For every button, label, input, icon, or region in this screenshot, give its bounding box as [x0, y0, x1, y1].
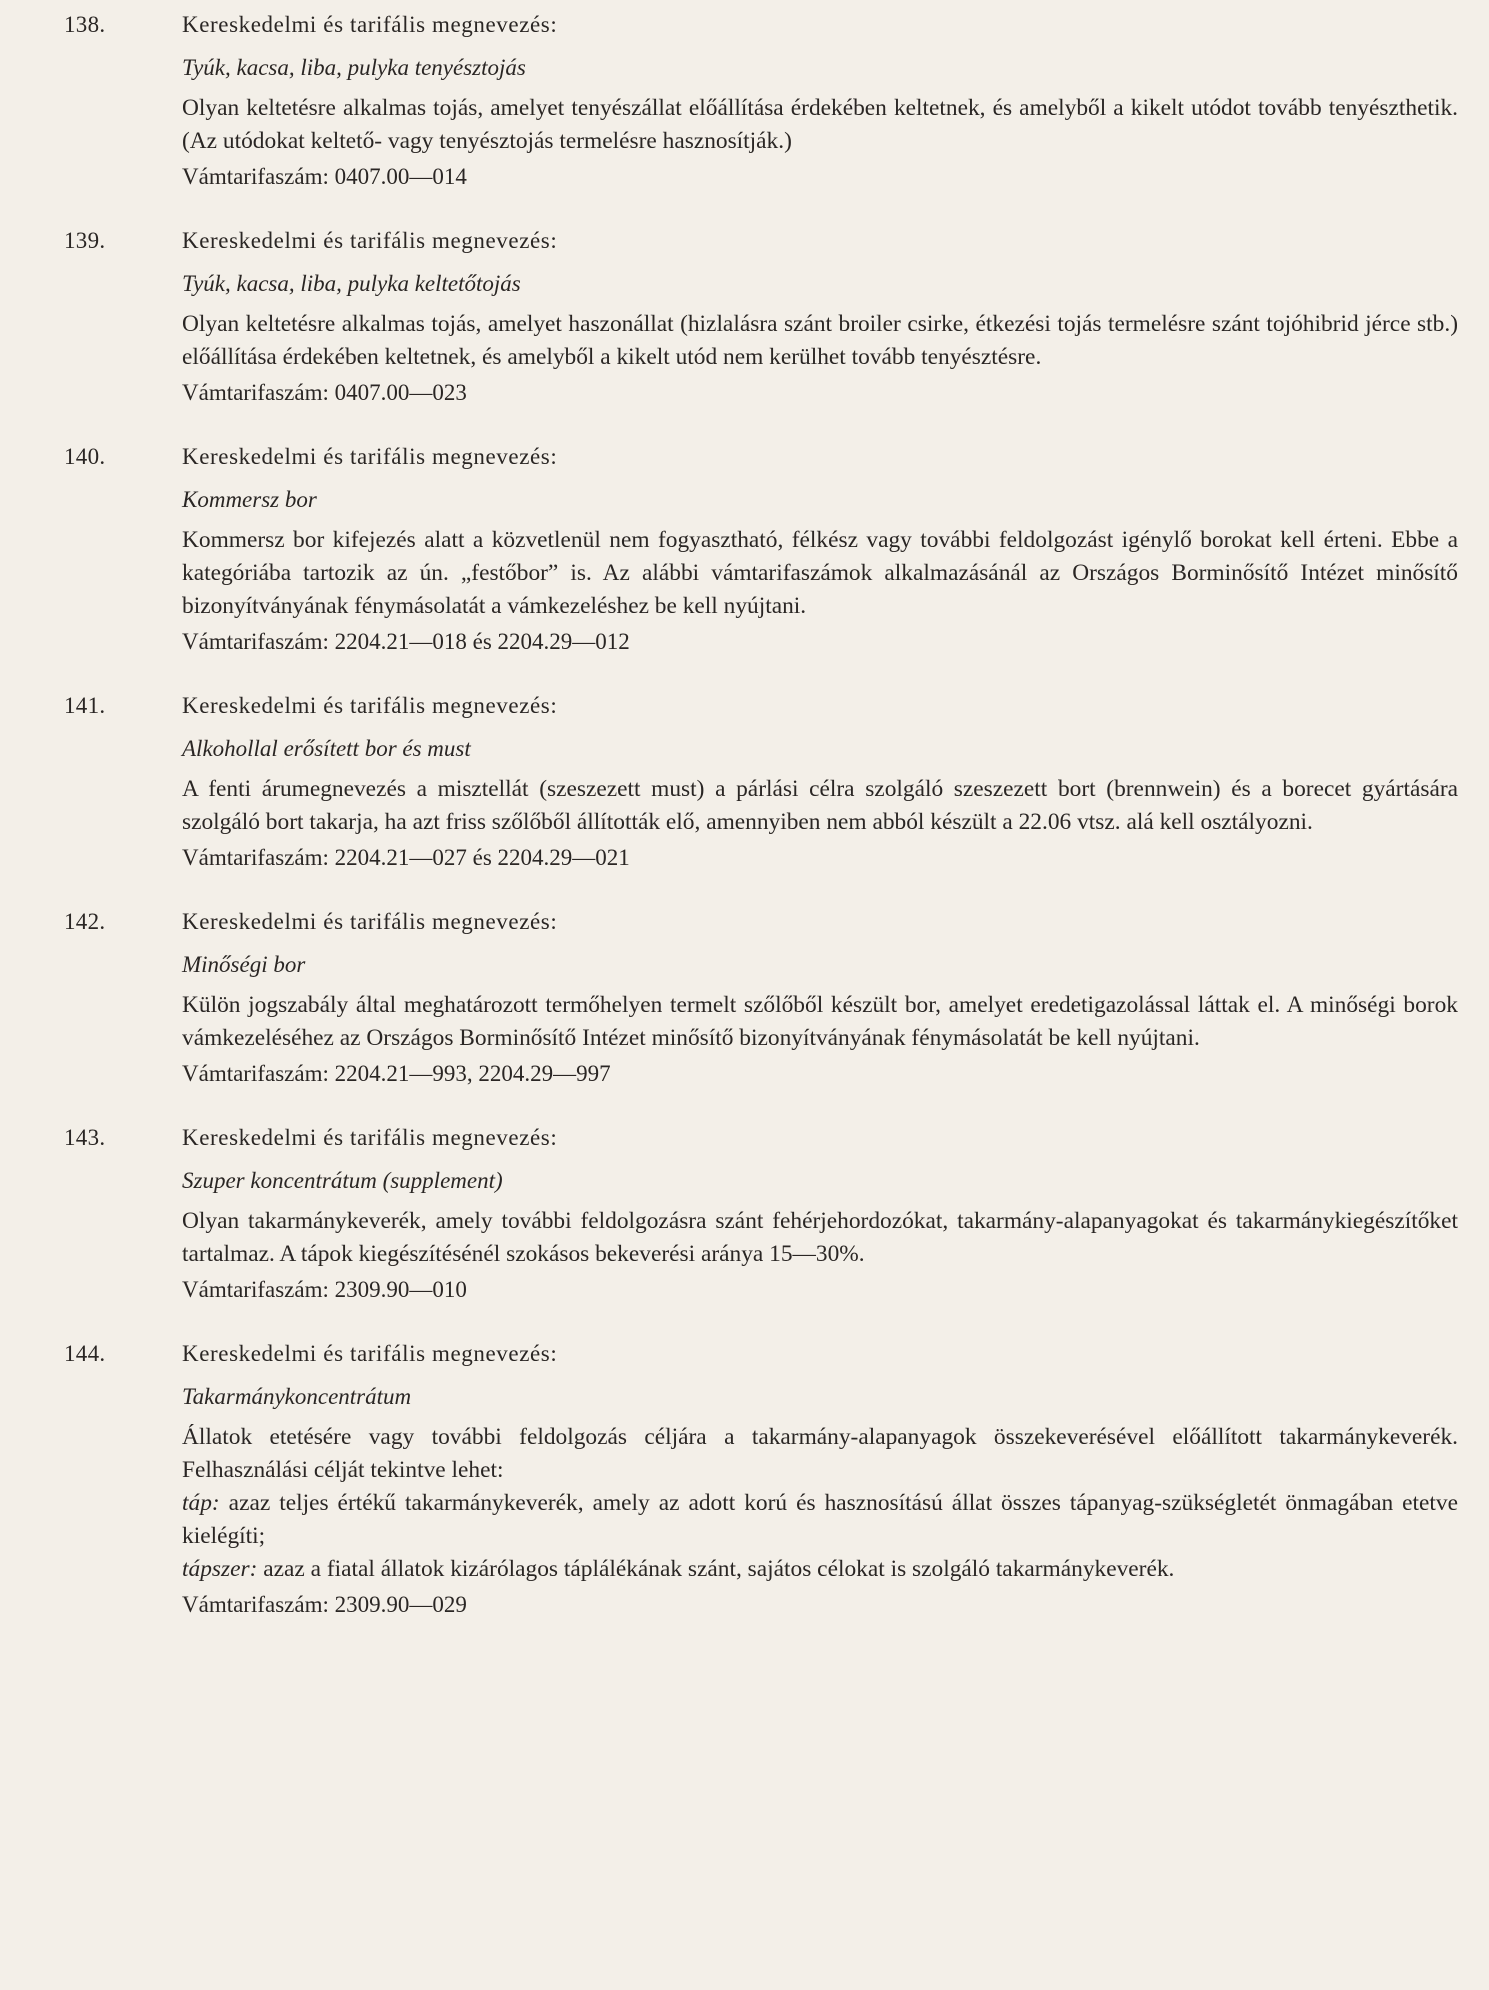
entry-description: Olyan keltetésre alkalmas tojás, amelyet tenyészállat előállítása érdekében keltetnek, és amelyből a kikelt utódot tovább tenyészthetik. (Az utódokat keltető- vagy tenyésztojás termelésre hasznosítják.): [182, 95, 1458, 154]
definition-tapszer: [182, 1553, 1458, 1586]
entry-tariff-code: Vámtarifaszám: 2204.21—018 és 2204.29—012: [182, 629, 630, 654]
definition-tap: [182, 1487, 1458, 1553]
entry-description: Kommersz bor kifejezés alatt a közvetlenül nem fogyasztható, félkész vagy további feldolgozást igénylő borokat kell érteni. Ebbe a kategóriába tartozik az ún. „festőbor” is. Az alábbi vámtarifaszámok alkalmazásánál az Országos Borminősítő Intézet minősítő bizonyítványának fénymásolatát a vámkezeléshez be kell nyújtani.: [182, 527, 1458, 619]
entry-description: Külön jogszabály által meghatározott termőhelyen termelt szőlőből készült bor, amelyet eredetigazolással láttak el. A minőségi borok vámkezeléséhez az Országos Borminősítő Intézet minősítő bizonyítványának fénymásolatát be kell nyújtani.: [182, 992, 1458, 1051]
entry-heading: Kereskedelmi és tarifális megnevezés:: [182, 693, 558, 718]
entry-heading: Kereskedelmi és tarifális megnevezés:: [182, 1125, 558, 1150]
entry-item-name: Alkohollal erősített bor és must: [182, 736, 471, 761]
entry-item-name: Tyúk, kacsa, liba, pulyka keltetőtojás: [182, 271, 521, 296]
entry-138: [64, 8, 1458, 193]
entry-heading: Kereskedelmi és tarifális megnevezés:: [182, 1341, 558, 1366]
entry-number: 141.: [64, 693, 106, 718]
entry-number: 143.: [64, 1125, 106, 1150]
entry-item-name: Minőségi bor: [182, 952, 306, 977]
entry-tariff-code: Vámtarifaszám: 0407.00—014: [182, 164, 467, 189]
definition-text: azaz teljes értékű takarmánykeverék, amely az adott korú és hasznosítású állat összes tápanyag-szükségletét önmagában etetve kielégíti;: [182, 1490, 1458, 1549]
entry-description: Olyan keltetésre alkalmas tojás, amelyet haszonállat (hizlalásra szánt broiler csirke, étkezési tojás termelésre szánt tojóhibrid jérce stb.) előállítása érdekében keltetnek, és amelyből a kikelt utód nem kerülhet tovább tenyésztésre.: [182, 311, 1458, 370]
entry-item-name: Takarmánykoncentrátum: [182, 1384, 412, 1409]
entry-143: [64, 1121, 1458, 1306]
entry-heading: Kereskedelmi és tarifális megnevezés:: [182, 228, 558, 253]
definition-text: azaz a fiatal állatok kizárólagos táplálékának szánt, sajátos célokat is szolgáló takarmánykeverék.: [257, 1556, 1175, 1582]
definition-term: tápszer:: [182, 1556, 258, 1582]
entry-number: 139.: [64, 228, 106, 253]
entry-number: 140.: [64, 444, 106, 469]
entry-item-name: Kommersz bor: [182, 487, 317, 512]
definition-term: táp:: [182, 1490, 220, 1516]
entry-tariff-code: Vámtarifaszám: 2309.90—029: [182, 1592, 467, 1617]
entry-item-name: Szuper koncentrátum (supplement): [182, 1168, 503, 1193]
entry-description: Állatok etetésére vagy további feldolgozás céljára a takarmány-alapanyagok összekeverésével előállított takarmánykeverék. Felhasználási célját tekintve lehet:: [182, 1424, 1458, 1483]
entry-141: [64, 689, 1458, 874]
entry-heading: Kereskedelmi és tarifális megnevezés:: [182, 444, 558, 469]
entry-tariff-code: Vámtarifaszám: 2309.90—010: [182, 1277, 467, 1302]
entry-139: [64, 224, 1458, 409]
entry-140: [64, 440, 1458, 658]
entry-number: 142.: [64, 909, 106, 934]
entry-heading: Kereskedelmi és tarifális megnevezés:: [182, 12, 558, 37]
entry-item-name: Tyúk, kacsa, liba, pulyka tenyésztojás: [182, 55, 526, 80]
entry-142: [64, 905, 1458, 1090]
entry-heading: Kereskedelmi és tarifális megnevezés:: [182, 909, 558, 934]
entry-description: Olyan takarmánykeverék, amely további feldolgozásra szánt fehérjehordozókat, takarmány-alapanyagokat és takarmánykiegészítőket tartalmaz. A tápok kiegészítésénél szokásos bekeverési aránya 15—30%.: [182, 1208, 1458, 1267]
entry-tariff-code: Vámtarifaszám: 0407.00—023: [182, 380, 467, 405]
entry-tariff-code: Vámtarifaszám: 2204.21—993, 2204.29—997: [182, 1061, 611, 1086]
entry-number: 144.: [64, 1341, 106, 1366]
entry-144: [64, 1337, 1458, 1621]
entry-number: 138.: [64, 12, 106, 37]
entry-tariff-code: Vámtarifaszám: 2204.21—027 és 2204.29—021: [182, 845, 630, 870]
entry-description: A fenti árumegnevezés a misztellát (szeszezett must) a párlási célra szolgáló szeszezett bort (brennwein) és a borecet gyártására szolgáló bort takarja, ha azt friss szőlőből állították elő, amennyiben nem abból készült a 22.06 vtsz. alá kell osztályozni.: [182, 776, 1458, 835]
